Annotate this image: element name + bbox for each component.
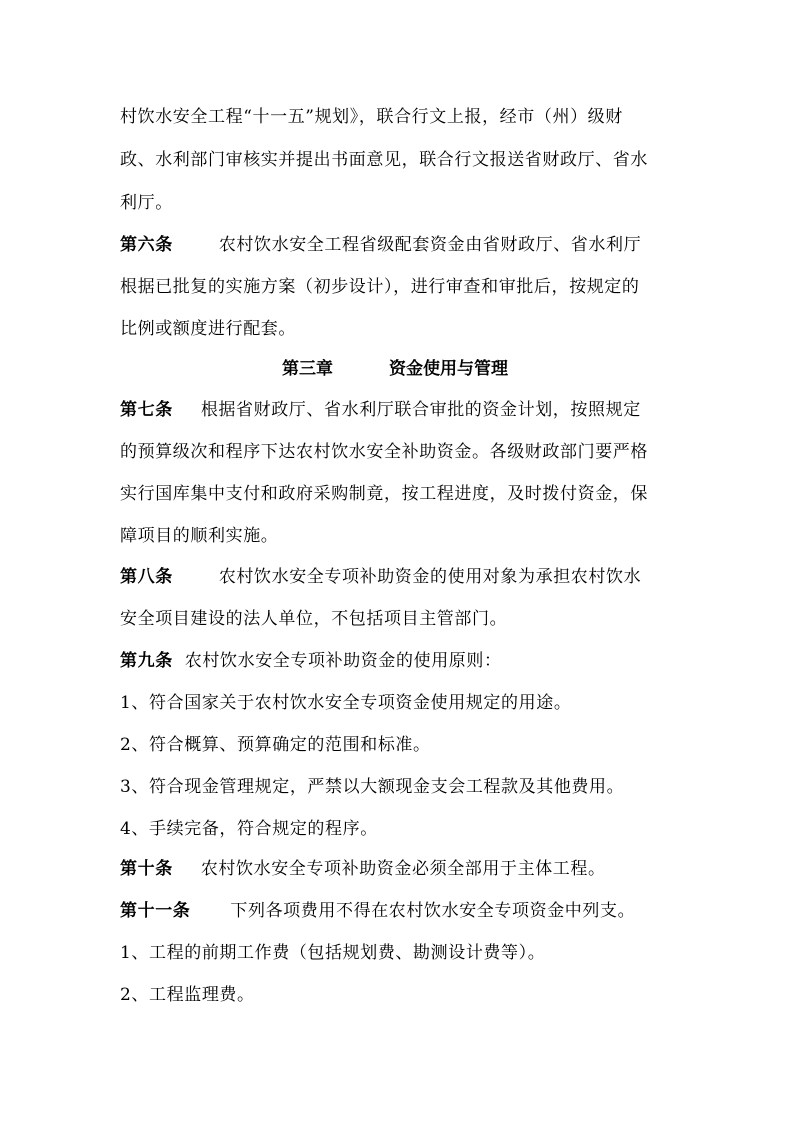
article-11-line-1: [120, 900, 635, 922]
article-8-line-1: [120, 566, 641, 588]
paragraph-line: 政、水利部门审核实并提出书面意见，联合行文报送省财政厅、省水: [120, 150, 648, 170]
article-6-title: 第六条: [120, 235, 173, 255]
article-9-title: 第九条: [120, 651, 173, 671]
list-item: 3、符合现金管理规定，严禁以大额现金支会工程款及其他费用。: [120, 777, 625, 797]
list-item: 1、工程的前期工作费（包括规划费、勘测设计费等）。: [120, 943, 546, 963]
article-10-title: 第十条: [120, 859, 173, 879]
article-7-title: 第七条: [120, 400, 173, 420]
list-item: 1、符合国家关于农村饮水安全专项资金使用规定的用途。: [120, 693, 572, 713]
list-item: 2、工程监理费。: [120, 985, 255, 1005]
chapter-title: 资金使用与管理: [389, 359, 508, 379]
article-6-line-3: 比例或额度进行配套。: [120, 319, 296, 339]
list-item: 4、手续完备，符合规定的程序。: [120, 819, 378, 839]
paragraph-line: 村饮水安全工程“十一五”规划》，联合行文上报，经市（州）级财: [120, 107, 623, 127]
chapter-number: 第三章: [282, 359, 333, 379]
article-10-text: 农村饮水安全专项补助资金必须全部用于主体工程。: [200, 859, 606, 879]
article-6-line-1: [120, 234, 641, 256]
article-7-line-2: 的预算级次和程序下达农村饮水安全补助资金。各级财政部门要严格: [120, 442, 648, 462]
article-7-text: 根据省财政厅、省水利厅联合审批的资金计划，按照规定: [200, 400, 641, 420]
article-7-line-1: [120, 399, 641, 421]
article-8-line-2: 安全项目建设的法人单位，不包括项目主管部门。: [120, 609, 508, 629]
article-6-text: 农村饮水安全工程省级配套资金由省财政厅、省水利厅: [218, 235, 642, 255]
article-11-title: 第十一条: [120, 901, 191, 921]
article-6-line-2: 根据已批复的实施方案（初步设计），进行审查和审批后，按规定的: [120, 277, 640, 297]
article-8-text: 农村饮水安全专项补助资金的使用对象为承担农村饮水: [218, 567, 642, 587]
article-10-line-1: [120, 858, 606, 880]
paragraph-line: 利厅。: [120, 193, 173, 213]
chapter-heading: [282, 358, 508, 380]
list-item: 2、符合概算、预算确定的范围和标准。: [120, 735, 431, 755]
article-8-title: 第八条: [120, 567, 173, 587]
article-9-text: 农村饮水安全专项补助资金的使用原则：: [184, 651, 502, 671]
article-11-text: 下列各项费用不得在农村饮水安全专项资金中列支。: [230, 901, 636, 921]
article-7-line-3: 实行国库集中支付和政府采购制竟，按工程进度，及时拨付资金，保: [120, 484, 648, 504]
article-7-line-4: 障项目的顺利实施。: [120, 526, 279, 546]
article-9-line-1: [120, 650, 502, 672]
